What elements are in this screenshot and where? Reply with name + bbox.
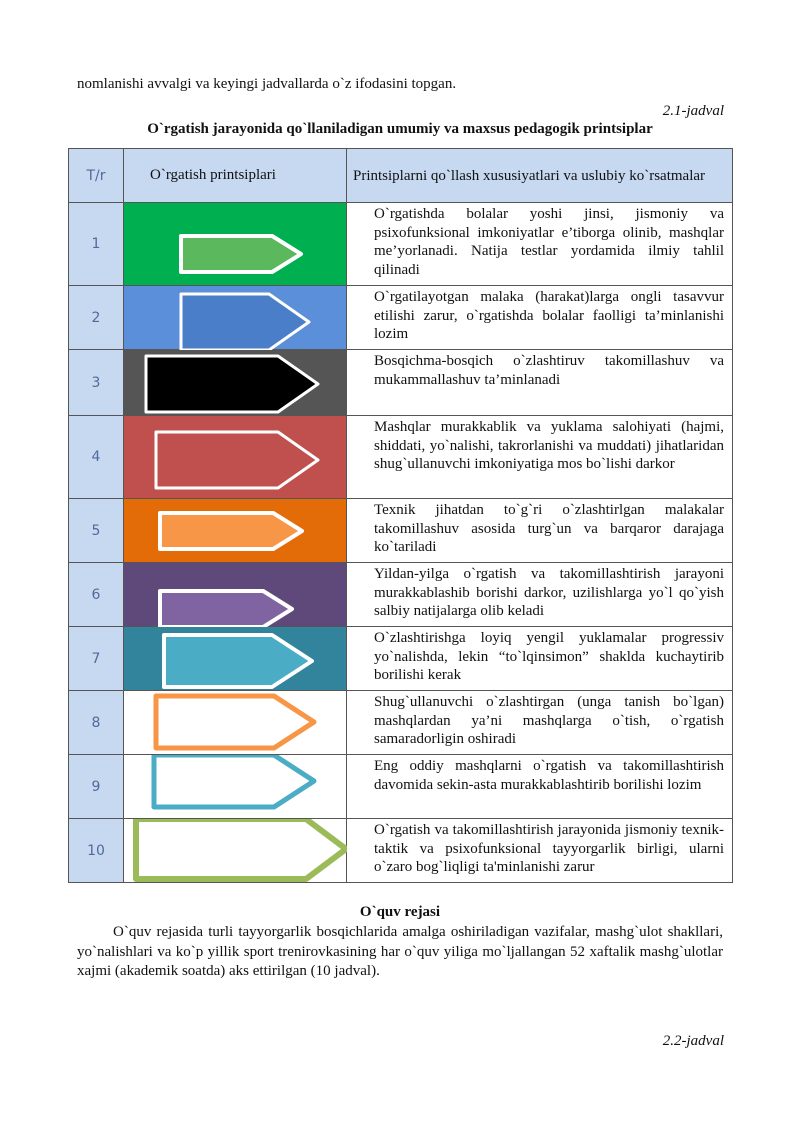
principle-arrow-cell xyxy=(124,563,347,627)
arrow-shape-icon xyxy=(124,755,347,819)
arrow-shape xyxy=(181,236,301,272)
table2-label: 2.2-jadval xyxy=(662,1033,724,1049)
row-number: 5 xyxy=(69,499,124,563)
table-row xyxy=(69,416,733,499)
arrow-shape-icon xyxy=(124,563,347,627)
table-row xyxy=(69,350,733,416)
arrow-shape xyxy=(160,591,292,627)
principles-table xyxy=(68,148,733,883)
header-number: T/r xyxy=(69,149,124,203)
principle-description-text: Shug`ullanuvchi o`zlashtirgan (unga tanish bo`lgan) mashqlardan ya’ni mashqlarga o`tish, o`rgatish samaradorligin oshiradi xyxy=(374,694,724,747)
arrow-shape-icon xyxy=(124,691,347,755)
principle-description xyxy=(347,203,733,286)
arrow-shape-icon xyxy=(124,203,347,286)
row-number: 4 xyxy=(69,416,124,499)
table-row xyxy=(69,627,733,691)
principle-description-text: O`rgatilayotgan malaka (harakat)larga ongli tasavvur etilishi zarur, o`rgatishda bolalar faolligi ta’minlanishi lozim xyxy=(374,289,724,342)
arrow-shape xyxy=(164,635,312,687)
principle-arrow-cell xyxy=(124,755,347,819)
row-number: 2 xyxy=(69,286,124,350)
row-number: 3 xyxy=(69,350,124,416)
row-number: 1 xyxy=(69,203,124,286)
principle-description xyxy=(347,563,733,627)
arrow-shape xyxy=(136,819,346,879)
principle-description-text: O`rgatishda bolalar yoshi jinsi, jismoniy va psixofunksional imkoniyatlar e’tiborga olinib, mashqlar me’yorlanadi. Natija testlar yordamida ilmiy tahlil qilinadi xyxy=(374,206,724,278)
header-features: Printsiplarni qo`llash xususiyatlari va uslubiy ko`rsatmalar xyxy=(347,149,733,203)
arrow-shape-icon xyxy=(124,350,347,416)
arrow-shape-icon xyxy=(124,819,347,883)
principle-arrow-cell xyxy=(124,627,347,691)
arrow-shape-icon xyxy=(124,627,347,691)
arrow-shape xyxy=(160,513,302,549)
table-row xyxy=(69,286,733,350)
principle-arrow-cell xyxy=(124,499,347,563)
row-number: 10 xyxy=(69,819,124,883)
principle-description xyxy=(347,627,733,691)
table-header-row xyxy=(69,149,733,203)
principle-arrow-cell xyxy=(124,416,347,499)
table-row xyxy=(69,755,733,819)
arrow-shape-icon xyxy=(124,286,347,350)
principle-description xyxy=(347,499,733,563)
principle-arrow-cell xyxy=(124,691,347,755)
principle-description-text: Bosqichma-bosqich o`zlashtiruv takomillashuv va mukammallashuv ta’minlanadi xyxy=(374,353,724,388)
table-row xyxy=(69,691,733,755)
intro-line: nomlanishi avvalgi va keyingi jadvallarda o`z ifodasini topgan. xyxy=(77,76,457,92)
principle-description xyxy=(347,691,733,755)
table-row xyxy=(69,203,733,286)
table-label: 2.1-jadval xyxy=(662,103,724,119)
arrow-shape xyxy=(156,696,314,748)
row-number: 7 xyxy=(69,627,124,691)
principle-description-text: Yildan-yilga o`rgatish va takomillashtirish jarayoni murakkablashib borishi darkor, uzilishlarga yo`l qo`yish salbiy natijalarga olib keladi xyxy=(374,566,724,619)
header-principles: O`rgatish printsiplari xyxy=(124,149,347,203)
table-title: O`rgatish jarayonida qo`llaniladigan umumiy va maxsus pedagogik printsiplar xyxy=(147,121,653,137)
principle-description-text: O`rgatish va takomillashtirish jarayonida jismoniy texnik-taktik va psixofunksional tayyorgarlik birligi, ularni o`zaro bog`liqligi ta'minlanishi zarur xyxy=(374,822,724,875)
section-paragraph-text: O`quv rejasida turli tayyorgarlik bosqichlarida amalga oshiriladigan vazifalar, mashg`ulot shakllari, yo`nalishlari va ko`p yillik sport trenirovkasining har o`quv yiliga mo`ljallangan 52 xaftalik mashg`ulotlar xajmi (akademik soatda) aks ettirilgan (10 jadval). xyxy=(77,924,723,979)
row-number: 8 xyxy=(69,691,124,755)
principle-arrow-cell xyxy=(124,350,347,416)
row-number: 9 xyxy=(69,755,124,819)
section-title: O`quv rejasi xyxy=(359,904,441,920)
principle-description xyxy=(347,416,733,499)
principle-description xyxy=(347,819,733,883)
arrow-shape xyxy=(181,294,309,350)
principle-description xyxy=(347,350,733,416)
principle-description xyxy=(347,755,733,819)
arrow-shape xyxy=(154,755,314,807)
arrow-shape-icon xyxy=(124,416,347,499)
arrow-shape xyxy=(156,432,318,488)
section-paragraph xyxy=(77,923,723,982)
table-row xyxy=(69,819,733,883)
principle-arrow-cell xyxy=(124,819,347,883)
principle-description-text: Eng oddiy mashqlarni o`rgatish va takomillashtirish davomida sekin-asta murakkablashtirib borilishi lozim xyxy=(374,758,724,793)
principle-description-text: O`zlashtirishga loyiq yengil yuklamalar progressiv yo`nalishda, lekin “to`lqinsimon” shaklda kuchaytirib borilishi kerak xyxy=(374,630,724,683)
principle-arrow-cell xyxy=(124,286,347,350)
row-number: 6 xyxy=(69,563,124,627)
table-row xyxy=(69,563,733,627)
principle-description xyxy=(347,286,733,350)
principle-description-text: Texnik jihatdan to`g`ri o`zlashtirlgan malakalar takomillashuv asosida turg`un va barqaror darajaga ko`tariladi xyxy=(374,502,724,555)
principle-arrow-cell xyxy=(124,203,347,286)
table-row xyxy=(69,499,733,563)
arrow-shape-icon xyxy=(124,499,347,563)
arrow-shape xyxy=(146,356,318,412)
principle-description-text: Mashqlar murakkablik va yuklama salohiyati (hajmi, shiddati, yo`nalishi, takrorlanishi va muddati) jihatlaridan shug`ullanuvchi imkoniyatiga mos bo`lishi darkor xyxy=(374,419,724,472)
